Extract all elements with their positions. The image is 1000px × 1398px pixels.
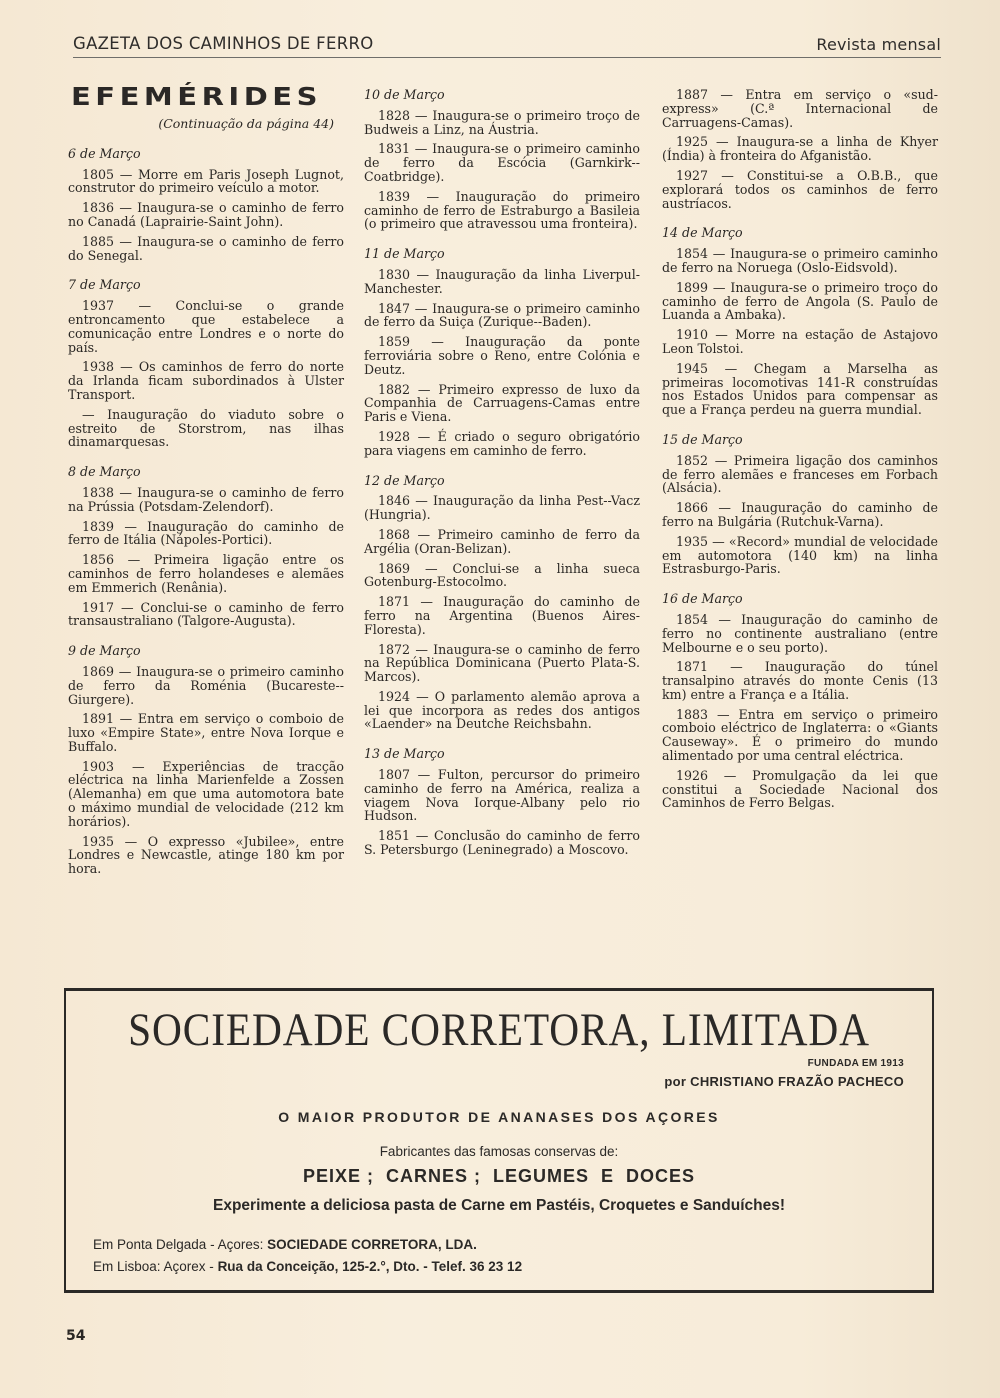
entry: 1847 — Inaugura-se o primeiro caminho de ferro da Suiça (Zurique--Baden). bbox=[364, 300, 640, 330]
entry: 1807 — Fulton, percursor do primeiro caminho de ferro na América, realiza a viagem Nova Iorque-Albany pelo rio Hudson. bbox=[364, 767, 640, 824]
entry: 1854 — Inauguração do caminho de ferro no continente australiano (entre Melbourne e o seu porto). bbox=[662, 611, 938, 655]
entry: 1868 — Primeiro caminho de ferro da Argélia (Oran-Belizan). bbox=[364, 526, 640, 556]
ad-address-label: Em Ponta Delgada - Açores: bbox=[93, 1237, 268, 1252]
entry: 1830 — Inauguração da linha Liverpul-Manchester. bbox=[364, 266, 640, 296]
date-section bbox=[662, 433, 938, 576]
ad-slogan: Experimente a deliciosa pasta de Carne em Pastéis, Croquetes e Sanduíches! bbox=[212, 1197, 785, 1214]
entry: 1885 — Inaugura-se o caminho de ferro do Senegal. bbox=[68, 233, 344, 263]
date-section bbox=[364, 247, 640, 457]
section-date: 6 de Março bbox=[68, 145, 141, 161]
publication-name: GAZETA DOS CAMINHOS DE FERRO bbox=[73, 34, 374, 53]
entry: 1938 — Os caminhos de ferro do norte da Irlanda ficam subordinados à Ulster Transport. bbox=[68, 359, 344, 402]
section-date: 15 de Março bbox=[662, 431, 743, 447]
date-section bbox=[364, 474, 640, 732]
section-date: 8 de Março bbox=[68, 464, 141, 480]
entry: 1846 — Inauguração da linha Pest--Vacz (Hungria). bbox=[364, 493, 640, 523]
date-section bbox=[68, 147, 344, 263]
entry: 1851 — Conclusão do caminho de ferro S. Petersburgo (Leninegrado) a Moscovo. bbox=[364, 828, 640, 858]
entry: 1903 — Experiências de tracção eléctrica na linha Marienfelde a Zossen (Alemanha) em que uma automotora bate o máximo mundial de velocidade (212 km horários). bbox=[68, 758, 344, 829]
entry: 1910 — Morre na estação de Astajovo Leon Tolstoi. bbox=[662, 327, 938, 356]
date-section bbox=[662, 226, 938, 417]
entry: 1838 — Inaugura-se o caminho de ferro na Prússia (Potsdam-Zelendorf). bbox=[68, 484, 344, 514]
section-date: 12 de Março bbox=[364, 472, 445, 488]
date-section bbox=[68, 644, 344, 876]
entry: 1899 — Inaugura-se o primeiro troço do caminho de ferro de Angola (S. Paulo de Luanda a Ambaka). bbox=[662, 279, 938, 323]
section-date: 13 de Março bbox=[364, 746, 445, 762]
entry: 1882 — Primeiro expresso de luxo da Companhia de Carruagens-Camas entre Paris e Viena. bbox=[364, 381, 640, 425]
article-column-3 bbox=[662, 88, 938, 816]
advertisement-box bbox=[64, 988, 934, 1293]
page-number: 54 bbox=[66, 1328, 86, 1344]
entry: 1839 — Inauguração do primeiro caminho de ferro de Estraburgo a Basileia (o primeiro que atravessou uma fronteira). bbox=[364, 188, 640, 232]
entry: 1859 — Inauguração da ponte ferroviária sobre o Reno, entre Colónia e Deutz. bbox=[364, 334, 640, 377]
entry: 1869 — Inaugura-se o primeiro caminho de ferro da Roménia (Bucareste--Giurgere). bbox=[68, 663, 344, 707]
entry: 1937 — Conclui-se o grande entroncamento que estabelece a comunicação entre Londres e o norte do país. bbox=[68, 298, 344, 355]
section-date: 11 de Março bbox=[364, 246, 445, 262]
entry: 1869 — Conclui-se a linha sueca Gotenburg-Estocolmo. bbox=[364, 560, 640, 590]
entry: 1872 — Inaugura-se o caminho de ferro na República Dominicana (Puerto Plata-S. Marcos). bbox=[364, 641, 640, 685]
ad-products: PEIXE ; CARNES ; LEGUMES E DOCES bbox=[302, 1166, 696, 1186]
entry: 1871 — Inauguração do túnel transalpino através do monte Cenis (13 km) entre a França e a Itália. bbox=[662, 659, 938, 702]
entry: 1935 — O expresso «Jubilee», entre Londres e Newcastle, atinge 180 km por hora. bbox=[68, 833, 344, 877]
entry: 1854 — Inaugura-se o primeiro caminho de ferro na Noruega (Oslo-Eidsvold). bbox=[662, 246, 938, 275]
ad-address-lisboa bbox=[93, 1259, 522, 1274]
date-section bbox=[364, 747, 640, 857]
entry: 1836 — Inaugura-se o caminho de ferro no Canadá (Laprairie-Saint John). bbox=[68, 200, 344, 229]
entry: 1828 — Inaugura-se o primeiro troço de Budweis a Linz, na Áustria. bbox=[364, 107, 640, 137]
entry: 1924 — O parlamento alemão aprova a lei que incorpora as redes dos antigos «Laender» na Deutche Reichsbahn. bbox=[364, 688, 640, 732]
ad-address-value: SOCIEDADE CORRETORA, LDA. bbox=[267, 1237, 477, 1252]
entry: 1925 — Inaugura-se a linha de Khyer (Índia) à fronteira do Afganistão. bbox=[662, 134, 938, 164]
article-subtitle: (Continuação da página 44) bbox=[158, 116, 334, 131]
date-section bbox=[68, 465, 344, 628]
entry: 1945 — Chegam a Marselha as primeiras locomotivas 141-R construídas nos Estados Unidos para compensar as que a França perdeu na guerra mundial. bbox=[662, 360, 938, 418]
section-date: 10 de Março bbox=[364, 87, 445, 102]
ad-founder: por CHRISTIANO FRAZÃO PACHECO bbox=[664, 1074, 904, 1089]
entry: 1839 — Inauguração do caminho de ferro de Itália (Nápoles-Portici). bbox=[68, 518, 344, 548]
entry: 1891 — Entra em serviço o comboio de luxo «Empire State», entre Nova Iorque e Buffalo. bbox=[68, 711, 344, 754]
section-date: 9 de Março bbox=[68, 643, 141, 659]
entry: — Inauguração do viaduto sobre o estreito de Storstrom, nas ilhas dinamarquesas. bbox=[68, 406, 344, 450]
entry: 1852 — Primeira ligação dos caminhos de ferro alemães e franceses em Forbach (Alsácia). bbox=[662, 452, 938, 496]
entry: 1926 — Promulgação da lei que constitui a Sociedade Nacional dos Caminhos de Ferro Belgas. bbox=[662, 767, 938, 811]
date-section bbox=[68, 278, 344, 449]
ad-address-value: Rua da Conceição, 125-2.°, Dto. - Telef. 36 23 12 bbox=[217, 1259, 523, 1274]
ad-company-name: SOCIEDADE CORRETORA, LIMITADA bbox=[128, 1004, 870, 1056]
date-section-continued bbox=[662, 88, 938, 210]
ad-makers: Fabricantes das famosas conservas de: bbox=[379, 1144, 619, 1159]
entry: 1887 — Entra em serviço o «sud-express» (C.ª Internacional de Carruagens-Camas). bbox=[662, 87, 938, 130]
entry: 1917 — Conclui-se o caminho de ferro transaustraliano (Talgore-Augusta). bbox=[68, 599, 344, 629]
ad-address-ponta-delgada bbox=[93, 1237, 477, 1252]
running-header bbox=[73, 33, 941, 58]
entry: 1935 — «Record» mundial de velocidade em automotora (140 km) na linha Estrasburgo-Paris. bbox=[662, 533, 938, 577]
ad-address-label: Em Lisboa: Açorex - bbox=[93, 1259, 218, 1274]
section-date: 14 de Março bbox=[662, 225, 743, 241]
ad-tagline: O MAIOR PRODUTOR DE ANANASES DOS AÇORES bbox=[278, 1109, 720, 1125]
article-title: EFEMÉRIDES bbox=[71, 82, 322, 111]
entry: 1928 — É criado o seguro obrigatório para viagens em caminho de ferro. bbox=[364, 428, 640, 458]
date-section bbox=[662, 592, 938, 810]
entry: 1871 — Inauguração do caminho de ferro na Argentina (Buenos Aires-Floresta). bbox=[364, 594, 640, 637]
entry: 1856 — Primeira ligação entre os caminhos de ferro holandeses e alemães em Emmerich (Renânia). bbox=[68, 552, 344, 595]
article-column-1 bbox=[68, 82, 344, 882]
entry: 1805 — Morre em Paris Joseph Lugnot, construtor do primeiro veículo a motor. bbox=[68, 166, 344, 196]
article-column-2 bbox=[364, 88, 640, 863]
ad-founded: FUNDADA EM 1913 bbox=[807, 1058, 904, 1069]
entry: 1927 — Constitui-se a O.B.B., que explorará todos os caminhos de ferro austríacos. bbox=[662, 167, 938, 211]
section-date: 16 de Março bbox=[662, 591, 743, 607]
section-date: 7 de Março bbox=[68, 277, 141, 293]
entry: 1883 — Entra em serviço o primeiro comboio eléctrico de Inglaterra: o «Giants Causeway». É o primeiro do mundo alimentado por uma central eléctrica. bbox=[662, 706, 938, 764]
publication-frequency: Revista mensal bbox=[816, 35, 941, 54]
entry: 1831 — Inaugura-se o primeiro caminho de ferro da Escócia (Garnkirk--Coatbridge). bbox=[364, 141, 640, 184]
entry: 1866 — Inauguração do caminho de ferro na Bulgária (Rutchuk-Varna). bbox=[662, 500, 938, 529]
date-section bbox=[364, 88, 640, 231]
